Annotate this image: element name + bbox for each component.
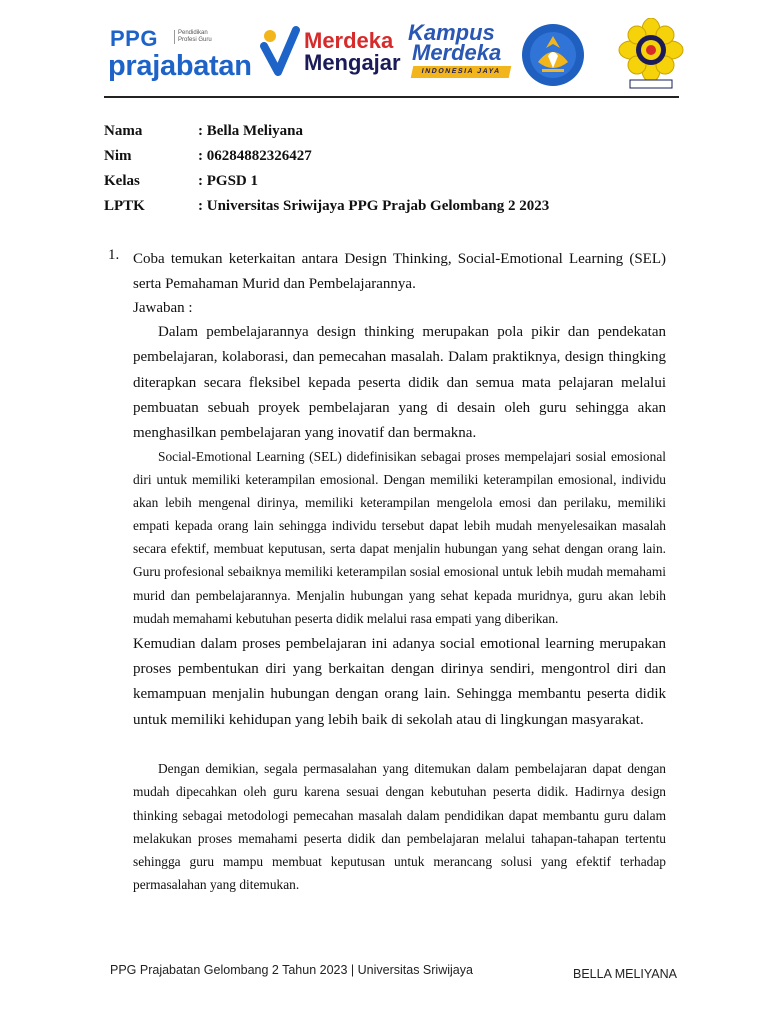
merdeka-logo-line2: Mengajar [304,50,401,75]
identity-label: Nim [104,148,132,164]
identity-value: : 06284882326427 [198,148,312,164]
kampus-logo-line2: Merdeka [412,40,502,65]
kampus-merdeka-logo [408,20,518,80]
ppg-logo-top: PPG [110,26,158,51]
ppg-figure-icon [258,24,300,84]
answer-paragraph-4: Dengan demikian, segala permasalahan yang ditemukan dalam pembelajaran dapat dengan mudah dipecahkan oleh guru karena sesuai dengan kebutuhan peserta didik. Hadirnya design thinking sebagai metodologi pemecahan masalah dalam pendidikan dapat membantu guru dalam melakukan proses memahami peserta didik dan pembelajaran melalui tahapan-tahapan tertentu sehingga guru mampu membuat keputusan untuk merancang solusi yang efektif terhadap permasalahan yang ditemukan. [133,761,666,893]
merdeka-mengajar-logo [304,28,424,78]
answer-paragraph-1: Dalam pembelajarannya design thinking merupakan pola pikir dan pendekatan pembelajaran, kolaborasi, dan pemecahan masalah. Dalam praktiknya, design thingking diterapkan secara fleksibel kepada peserta didik dan semua mata pelajaran melalui pembuatan sebuah proyek pembelajaran yang di desain oleh guru sehingga akan menghasilkan pembelajaran yang inovatif dan bermakna. [133,324,666,442]
question-number: 1. [108,247,120,263]
identity-label: LPTK [104,198,145,214]
universitas-sriwijaya-emblem-icon [616,18,686,90]
footer-author: BELLA MELIYANA [573,967,677,981]
tut-wuri-handayani-emblem-icon [520,22,586,88]
identity-value: : Bella Meliyana [198,123,303,139]
merdeka-logo-line1: Merdeka [304,28,394,53]
identity-label: Kelas [104,173,140,189]
header-divider [104,96,679,98]
answer-paragraph-3: Kemudian dalam proses pembelajaran ini adanya social emotional learning merupakan proses pembentukan diri yang berkaitan dengan dirinya sendiri, mengontrol diri dan kemampuan menjalin hubungan dengan orang lain. Sehingga membantu peserta didik untuk memiliki kehidupan yang lebih baik di sekolah atau di lingkungan masyarakat. [133,636,666,728]
ppg-logo-small: Pendidikan Profesi Guru [174,30,228,44]
kampus-logo-line1: Kampus [408,20,495,45]
identity-value: : PGSD 1 [198,173,258,189]
ppg-logo-bottom: prajabatan [108,50,252,82]
header-logos [108,18,683,98]
kampus-logo-band: INDONESIA JAYA [411,66,512,78]
identity-label: Nama [104,123,143,139]
answer-paragraph-2: Social-Emotional Learning (SEL) didefinisikan sebagai proses mempelajari sosial emosional diri untuk memiliki keterampilan emosional. Dengan memiliki keterampilan emosional, individu akan lebih mengenal dirinya, memiliki keterampilan mengelola emosi dan perilaku, memiliki empati kepada orang lain sehingga individu tersebut dapat lebih mudah menyelesaikan masalah secara efektif, membuat keputusan, serta dapat menjalin hubungan yang sehat dengan orang lain. Guru profesional sebaiknya memiliki keterampilan sosial emosional untuk lebih mudah memahami murid dan pembelajarannya. Menjalin hubungan yang sehat kepada muridnya, guru akan lebih mudah memahami kebutuhan peserta didik melalui rasa empati yang diberikan. [133,449,666,626]
answer-label: Jawaban : [133,300,193,316]
identity-value: : Universitas Sriwijaya PPG Prajab Gelombang 2 2023 [198,198,550,214]
ppg-prajabatan-logo [108,24,298,84]
question-text: Coba temukan keterkaitan antara Design Thinking, Social-Emotional Learning (SEL) serta Pemahaman Murid dan Pembelajarannya. [133,251,666,292]
footer-program: PPG Prajabatan Gelombang 2 Tahun 2023 | Universitas Sriwijaya [110,963,473,977]
